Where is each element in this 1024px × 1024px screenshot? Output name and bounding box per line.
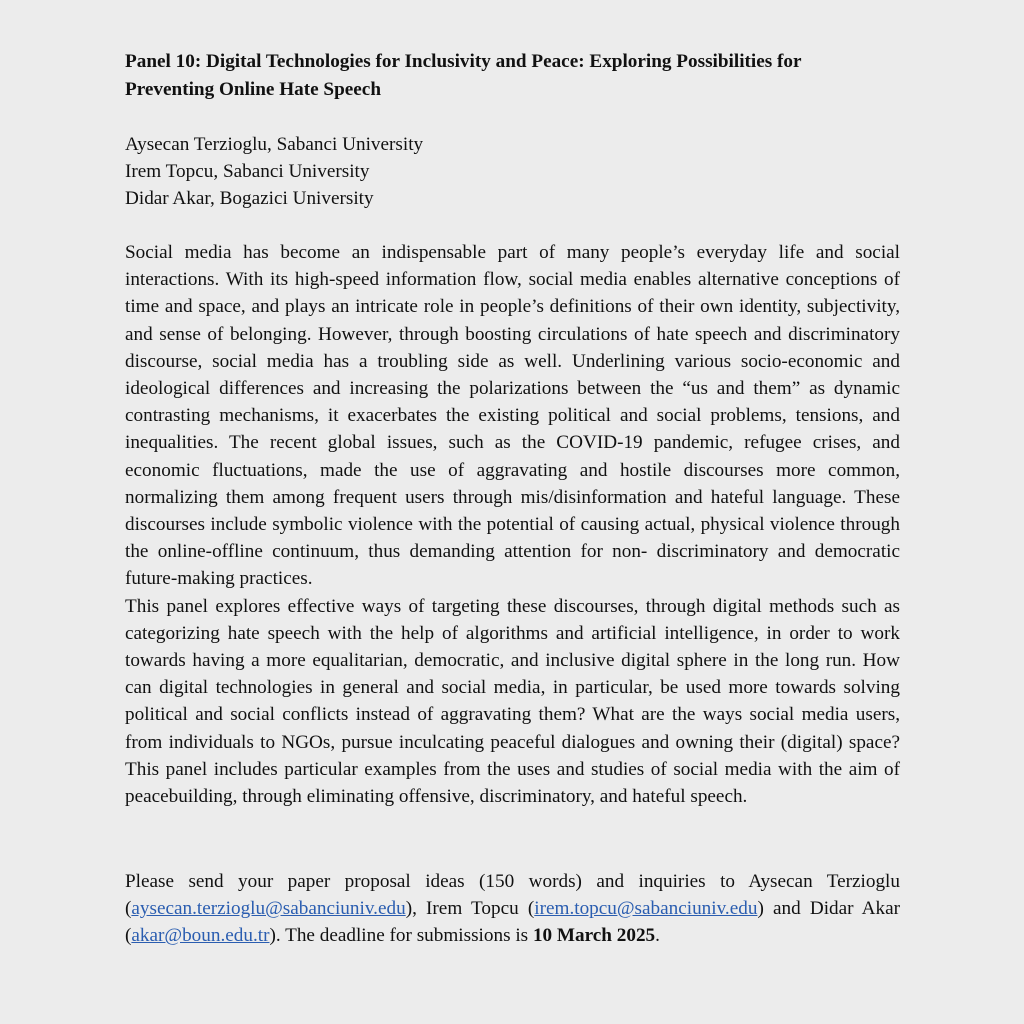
description-paragraph-2: This panel explores effective ways of targeting these discourses, through digital methods such as categorizing hate speech with the help of algorithms and artificial intelligence, in order to work towards having a more equalitarian, democratic, and inclusive digital sphere in the long run. How can digital technologies in general and social media, in particular, be used more towards solving political and social conflicts instead of aggravating them? What are the ways social media users, from individuals to NGOs, pursue inculcating peaceful dialogues and owning their (digital) space? This panel includes particular examples from the uses and studies of social media with the aim of peacebuilding, through eliminating offensive, discriminatory, and hateful speech. — [125, 595, 900, 808]
contact-intro: Please send your paper proposal ideas (150 words) and inquiries to Aysecan Terzioglu ( — [125, 871, 900, 920]
submission-instructions — [125, 868, 900, 950]
email-link-terzioglu[interactable]: aysecan.terzioglu@sabanciuniv.edu — [131, 898, 406, 920]
description-paragraph-1: Social media has become an indispensable part of many people’s everyday life and social interactions. With its high-speed information flow, social media enables alternative conceptions of time and space, and plays an intricate role in people’s definitions of their own identity, subjectivity, and sense of belonging. However, through boosting circulations of hate speech and discriminatory discourse, social media has a troubling side as well. Underlining various socio-economic and ideological differences and increasing the polarizations between the “us and them” as dynamic contrasting mechanisms, it exacerbates the existing political and social problems, tensions, and inequalities. The recent global issues, such as the COVID-19 pandemic, refugee crises, and economic fluctuations, made the use of aggravating and hostile discourses more common, normalizing them among frequent users through mis/disinformation and hateful language. These discourses include symbolic violence with the potential of causing actual, physical violence through the online-offline continuum, thus demanding attention for non- discriminatory and democratic future-making practices. — [125, 242, 900, 590]
contact-text-2: ) and Didar Akar ( — [125, 898, 900, 947]
contact-end: . — [655, 925, 660, 947]
deadline-date: 10 March 2025 — [532, 925, 656, 947]
email-link-akar[interactable]: akar@boun.edu.tr — [131, 925, 270, 947]
contact-text-3: ). The deadline for submissions is — [269, 925, 533, 947]
author-1: Aysecan Terzioglu, Sabanci University — [125, 134, 424, 155]
panel-title: Panel 10: Digital Technologies for Inclusivity and Peace: Exploring Possibilities for Preventing Online Hate Speech — [125, 51, 802, 100]
contact-text-1: ), Irem Topcu ( — [405, 898, 535, 920]
author-2: Irem Topcu, Sabanci University — [125, 161, 370, 183]
panel-description — [125, 239, 900, 810]
author-list — [125, 131, 895, 213]
email-link-topcu[interactable]: irem.topcu@sabanciuniv.edu — [534, 898, 758, 920]
author-3: Didar Akar, Bogazici University — [125, 188, 374, 210]
